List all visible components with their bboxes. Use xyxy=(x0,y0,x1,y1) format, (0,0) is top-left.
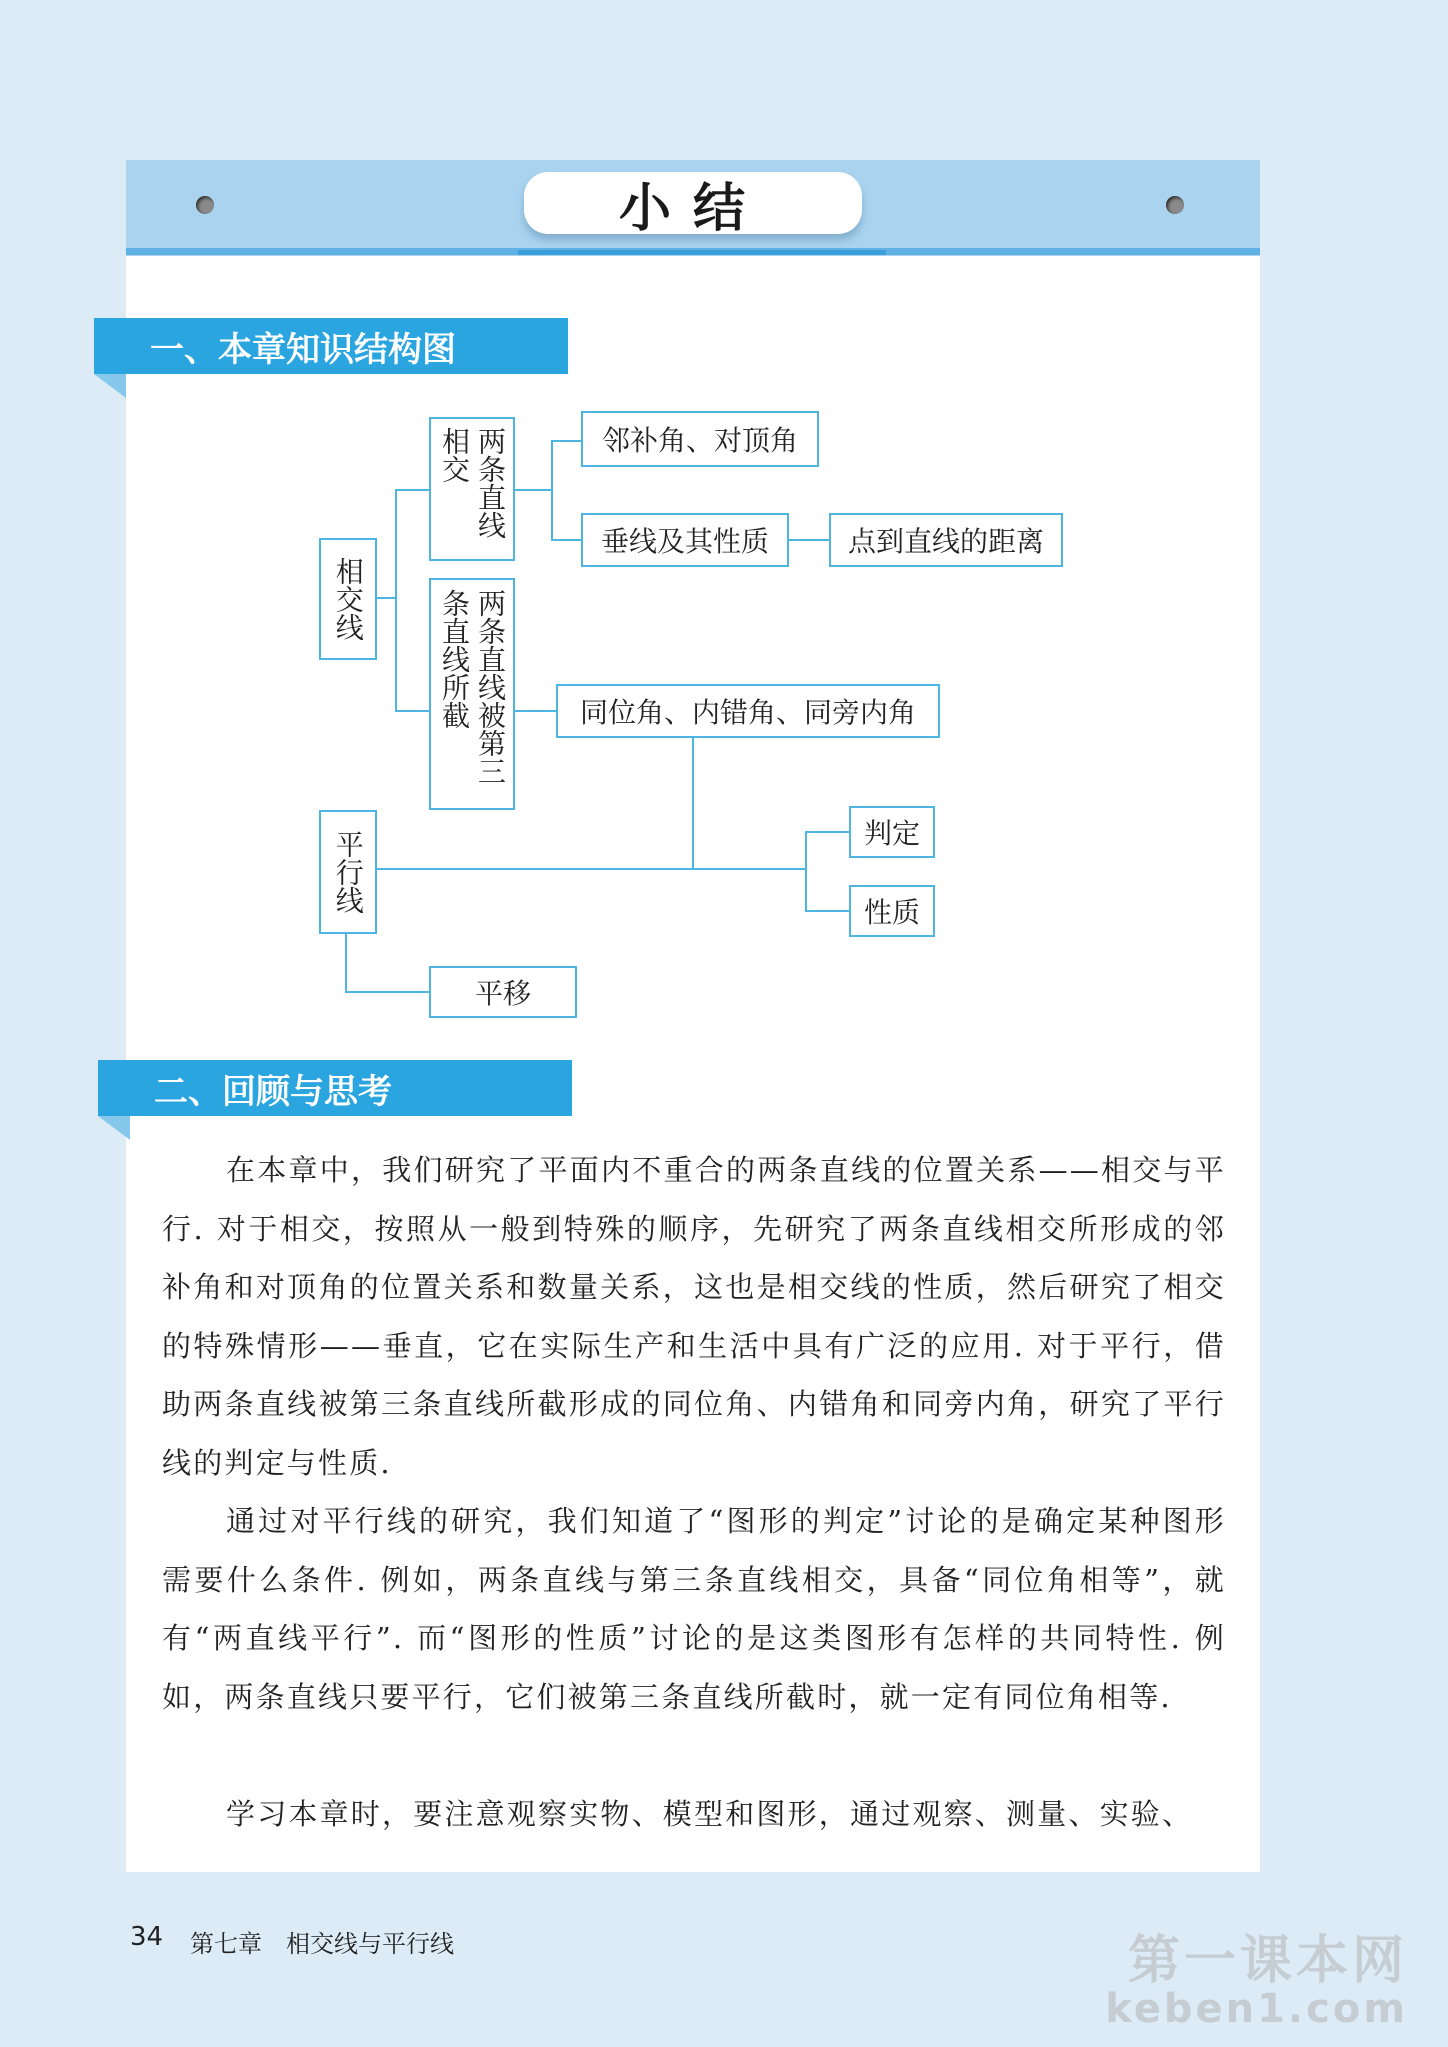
connector xyxy=(692,736,694,870)
node-label: 平移 xyxy=(474,977,531,1010)
node-label: 相交线 xyxy=(331,557,365,641)
connector xyxy=(376,597,396,599)
page-number: 34 xyxy=(130,1922,164,1952)
node-label: 平行线 xyxy=(331,830,365,914)
connector xyxy=(551,440,553,540)
node-point-line-distance xyxy=(829,513,1063,567)
body-paragraph: 学习本章时，要注意观察实物、模型和图形，通过观察、测量、实验、 xyxy=(226,1797,1194,1831)
node-label: 垂线及其性质 xyxy=(600,525,769,558)
node-angle-types xyxy=(556,684,940,738)
title-underline xyxy=(518,250,886,255)
node-translation xyxy=(429,966,577,1018)
watermark-url: keben1.com xyxy=(1105,1986,1408,2032)
connector xyxy=(805,831,849,833)
connector xyxy=(805,831,807,911)
node-property xyxy=(849,885,935,937)
connector xyxy=(345,932,347,992)
binder-hole-left xyxy=(196,196,214,214)
connector xyxy=(395,489,429,491)
node-label: 两条直线被第三条直线所截 xyxy=(438,589,507,785)
node-adjacent-vertical-angles xyxy=(581,411,819,467)
node-label: 性质 xyxy=(863,896,920,929)
node-two-lines-intersect xyxy=(429,417,515,561)
node-third-line xyxy=(429,578,515,810)
section-heading-structure: 一、本章知识结构图 xyxy=(94,318,568,374)
section-heading-review: 二、回顾与思考 xyxy=(98,1060,572,1116)
watermark-title: 第一课本网 xyxy=(1127,1931,1408,1991)
node-label: 邻补角、对顶角 xyxy=(601,424,798,457)
connector xyxy=(551,539,581,541)
connector xyxy=(376,868,806,870)
binder-hole-right xyxy=(1166,196,1184,214)
node-label: 同位角、内错角、同旁内角 xyxy=(579,696,916,729)
section-heading-tab xyxy=(94,374,126,398)
node-label: 判定 xyxy=(863,817,920,850)
node-parallel-lines xyxy=(319,810,377,934)
node-determination xyxy=(849,806,935,858)
connector xyxy=(345,991,429,993)
body-paragraph: 通过对平行线的研究，我们知道了“图形的判定”讨论的是确定某种图形需要什么条件. 例如，两条直线与第三条直线相交，具备“同位角相等”，就有“两直线平行”. 而“图形的性质”讨论的是这类图形有怎样的共同特性. 例如，两条直线只要平行，它们被第三条直线所截时，就一定有同位角相等. xyxy=(162,1504,1226,1714)
page-title: 小结 xyxy=(524,172,862,234)
connector xyxy=(514,710,556,712)
body-paragraph: 在本章中，我们研究了平面内不重合的两条直线的位置关系——相交与平行. 对于相交，按照从一般到特殊的顺序，先研究了两条直线相交所形成的邻补角和对顶角的位置关系和数量关系，这也是相交线的性质，然后研究了相交的特殊情形——垂直，它在实际生产和生活中具有广泛的应用. 对于平行，借助两条直线被第三条直线所截形成的同位角、内错角和同旁内角，研究了平行线的判定与性质. xyxy=(162,1153,1226,1480)
section-heading-tab xyxy=(98,1116,130,1140)
connector xyxy=(551,440,581,442)
node-perpendicular xyxy=(581,513,789,567)
connector xyxy=(787,539,829,541)
connector xyxy=(805,910,849,912)
connector xyxy=(395,710,429,712)
chapter-footer: 第七章 相交线与平行线 xyxy=(190,1930,454,1958)
node-label: 两条直线相交 xyxy=(438,427,507,539)
connector xyxy=(395,489,397,711)
node-intersecting-lines xyxy=(319,538,377,660)
connector xyxy=(514,489,552,491)
node-label: 点到直线的距离 xyxy=(847,525,1044,558)
